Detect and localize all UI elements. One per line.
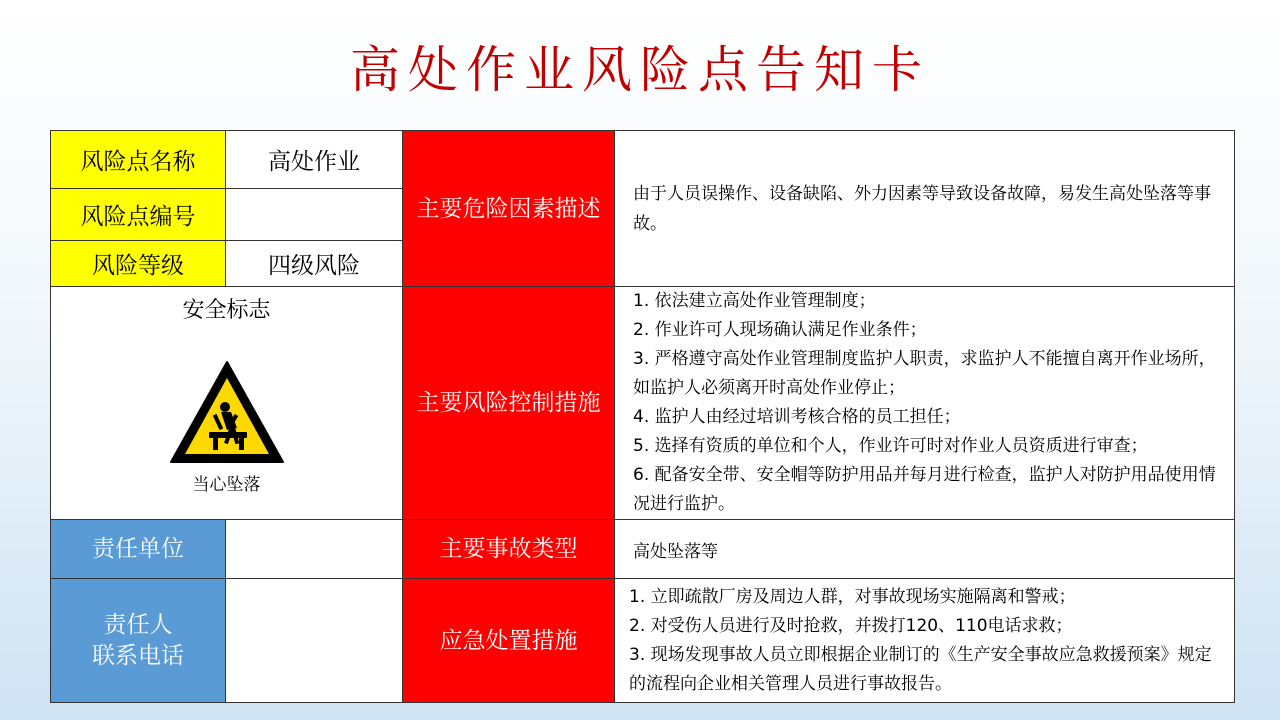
risk-code-value	[226, 189, 403, 241]
risk-code-label: 风险点编号	[51, 189, 226, 241]
safety-sign-cell	[51, 287, 403, 520]
risk-name-value: 高处作业	[226, 131, 403, 189]
control-item: 1. 依法建立高处作业管理制度；	[633, 291, 876, 311]
responsible-unit-label: 责任单位	[51, 520, 226, 579]
control-item: 3. 严格遵守高处作业管理制度监护人职责，求监护人不能擅自离开作业场所，如监护人必须离开时高处作业停止；	[633, 349, 1216, 398]
responsible-unit-value	[226, 520, 403, 579]
safety-sign-caption: 当心坠落	[192, 475, 261, 495]
emergency-label: 应急处置措施	[403, 579, 615, 703]
risk-level-label: 风险等级	[51, 241, 226, 287]
emergency-item: 2. 对受伤人员进行及时抢救，并拨打120、110电话求救；	[629, 615, 1073, 636]
safety-sign-title: 安全标志	[182, 298, 271, 323]
hazard-description: 由于人员误操作、设备缺陷、外力因素等导致设备故障，易发生高处坠落等事故。	[615, 131, 1235, 287]
risk-level-value: 四级风险	[226, 241, 403, 287]
responsible-person-label-line2: 联系电话	[92, 642, 184, 669]
risk-card-table	[50, 130, 1235, 703]
control-label: 主要风险控制措施	[403, 287, 615, 520]
risk-name-label: 风险点名称	[51, 131, 226, 189]
card-title: 高处作业风险点告知卡	[350, 41, 930, 99]
control-item: 2. 作业许可人现场确认满足作业条件；	[633, 320, 927, 340]
emergency-item: 1. 立即疏散厂房及周边人群，对事故现场实施隔离和警戒；	[629, 586, 1076, 607]
hazard-label: 主要危险因素描述	[403, 131, 615, 287]
control-item: 4. 监护人由经过培训考核合格的员工担任；	[633, 407, 961, 427]
control-item: 5. 选择有资质的单位和个人，作业许可时对作业人员资质进行审查；	[633, 436, 1148, 456]
responsible-person-value	[226, 579, 403, 703]
responsible-person-label-line1: 责任人	[103, 611, 173, 638]
accident-type-label: 主要事故类型	[403, 520, 615, 579]
emergency-measures	[615, 579, 1235, 703]
accident-type-value: 高处坠落等	[615, 520, 1235, 579]
responsible-person-label	[51, 579, 226, 703]
warning-fall-icon	[167, 358, 287, 466]
control-item: 6. 配备安全带、安全帽等防护用品并每月进行检查，监护人对防护用品使用情况进行监护。	[633, 465, 1216, 514]
control-measures	[615, 287, 1235, 520]
emergency-item: 3. 现场发现事故人员立即根据企业制订的《生产安全事故应急救援预案》规定的流程向企业相关管理人员进行事故报告。	[629, 644, 1212, 694]
